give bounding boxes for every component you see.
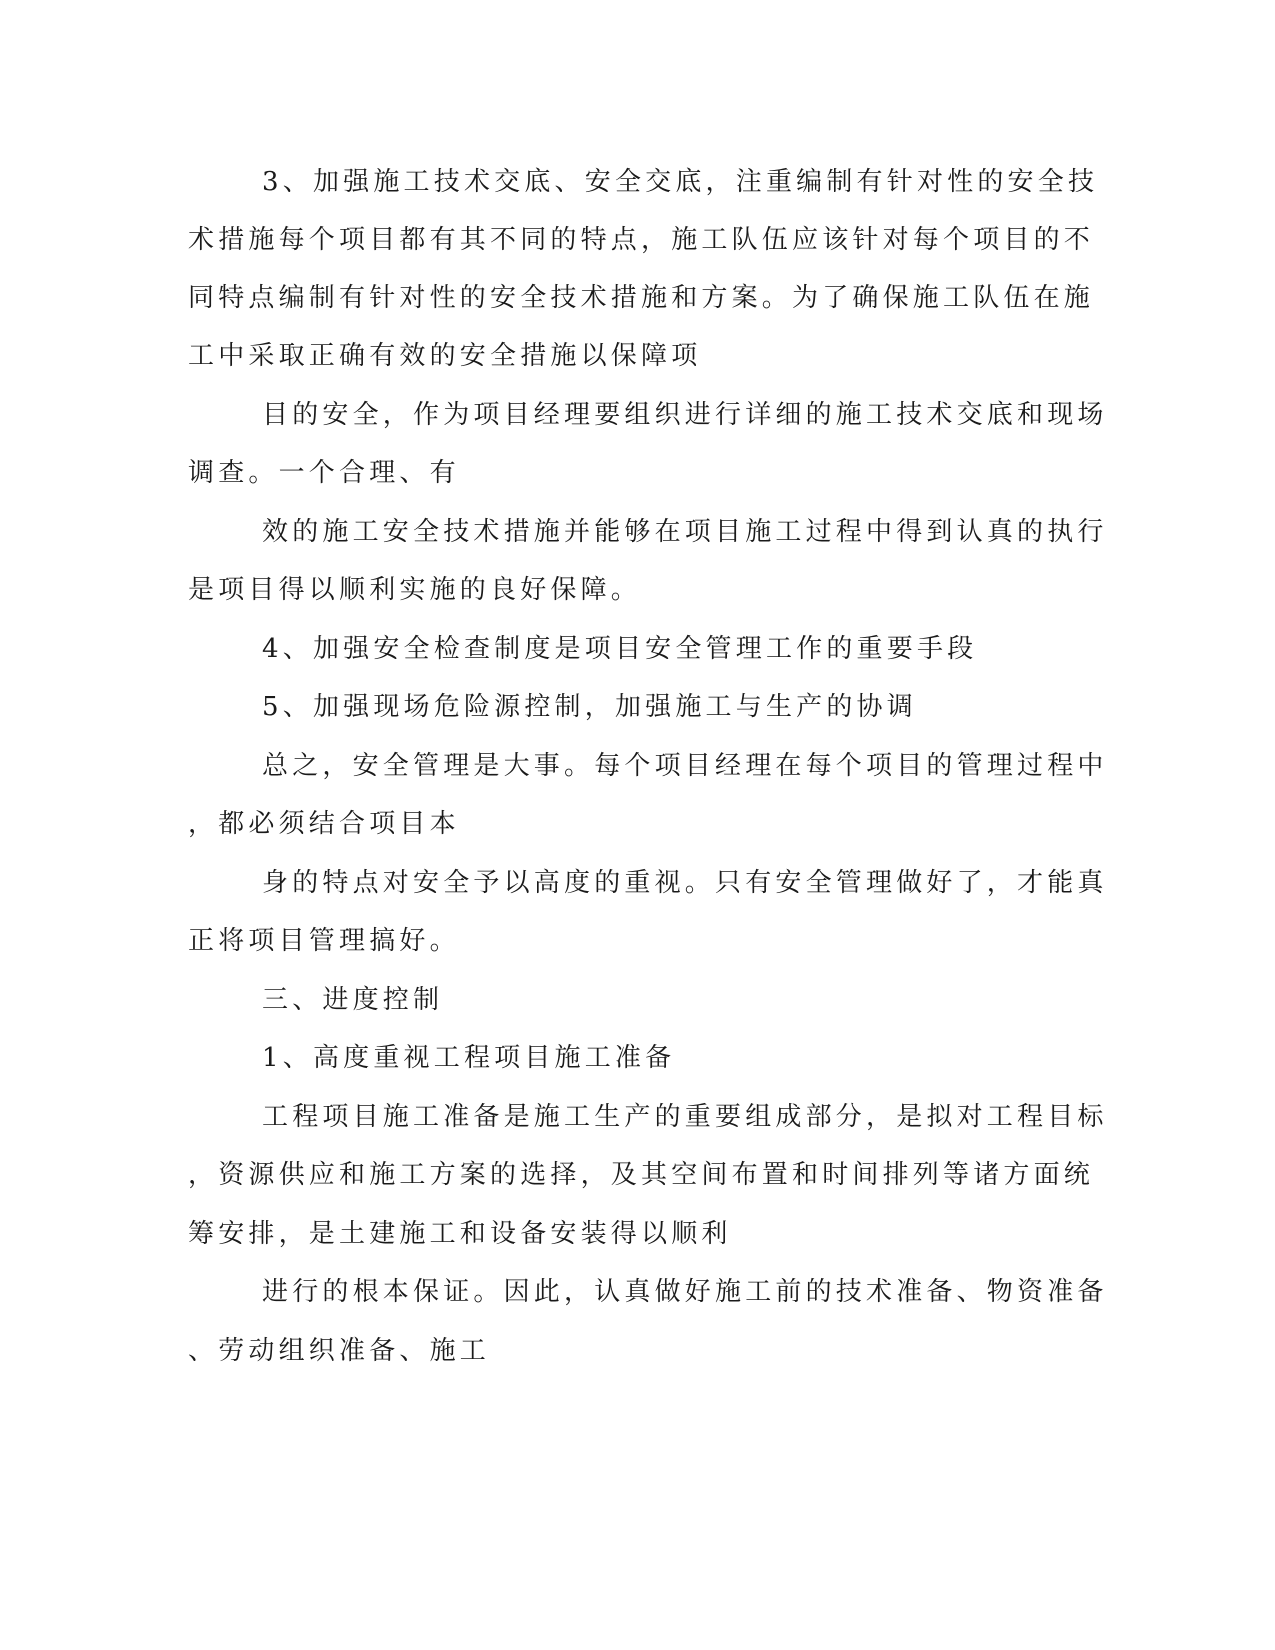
paragraph-line: 调查。一个合理、有	[188, 458, 460, 488]
paragraph-line: 进行的根本保证。因此，认真做好施工前的技术准备、物资准备	[262, 1277, 1108, 1307]
paragraph-line: 、劳动组织准备、施工	[188, 1336, 491, 1366]
paragraph-line: 筹安排，是土建施工和设备安装得以顺利	[188, 1219, 732, 1249]
paragraph-line: ，都必须结合项目本	[188, 809, 460, 839]
paragraph-line: 4、加强安全检查制度是项目安全管理工作的重要手段	[262, 634, 978, 664]
paragraph-line: ，资源供应和施工方案的选择，及其空间布置和时间排列等诸方面统	[188, 1160, 1095, 1190]
paragraph-line: 正将项目管理搞好。	[188, 926, 460, 956]
paragraph-line: 术措施每个项目都有其不同的特点，施工队伍应该针对每个项目的不	[188, 225, 1095, 255]
paragraph-line: 工中采取正确有效的安全措施以保障项	[188, 341, 702, 371]
paragraph-line: 同特点编制有针对性的安全技术措施和方案。为了确保施工队伍在施	[188, 283, 1095, 313]
paragraph-line: 工程项目施工准备是施工生产的重要组成部分，是拟对工程目标	[262, 1102, 1108, 1132]
paragraph-line: 总之，安全管理是大事。每个项目经理在每个项目的管理过程中	[262, 751, 1108, 781]
paragraph-line: 是项目得以顺利实施的良好保障。	[188, 575, 642, 605]
paragraph-line: 效的施工安全技术措施并能够在项目施工过程中得到认真的执行	[262, 517, 1108, 547]
paragraph-line: 身的特点对安全予以高度的重视。只有安全管理做好了，才能真	[262, 868, 1108, 898]
subsection-heading: 1、高度重视工程项目施工准备	[262, 1043, 676, 1073]
paragraph-line: 5、加强现场危险源控制，加强施工与生产的协调	[262, 692, 917, 722]
paragraph-line: 3、加强施工技术交底、安全交底，注重编制有针对性的安全技	[262, 167, 1099, 197]
section-heading: 三、进度控制	[262, 985, 444, 1015]
paragraph-line: 目的安全，作为项目经理要组织进行详细的施工技术交底和现场	[262, 400, 1108, 430]
